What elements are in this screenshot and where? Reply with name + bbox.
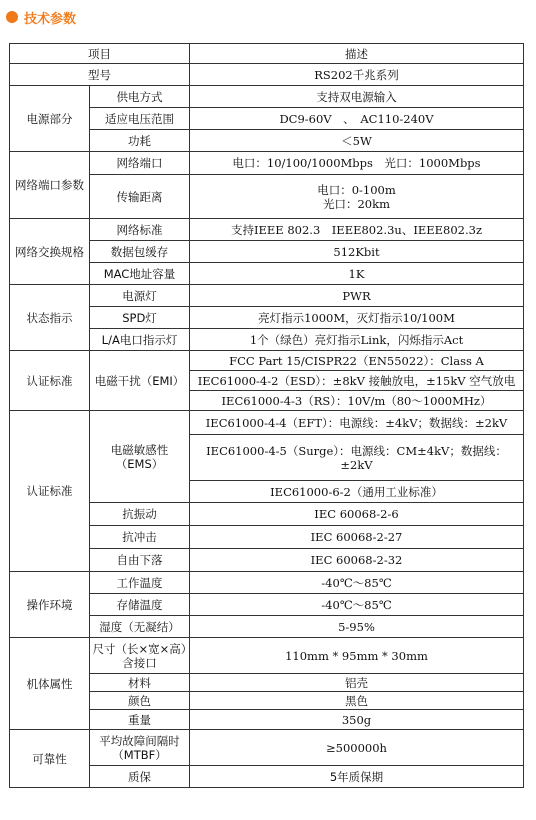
value-line: 电口：0-100m bbox=[317, 182, 396, 197]
row-value: 黑色 bbox=[190, 692, 524, 710]
row-value: IEC 60068-2-32 bbox=[190, 549, 524, 572]
table-row bbox=[10, 219, 524, 241]
row-value bbox=[190, 175, 524, 219]
table-row bbox=[10, 638, 524, 674]
model-value: RS202千兆系列 bbox=[190, 64, 524, 86]
emi-label: 电磁干扰（EMI） bbox=[90, 351, 190, 411]
row-label: 数据包缓存 bbox=[90, 241, 190, 263]
table-row bbox=[10, 152, 524, 175]
row-value: DC9-60V 、 AC110-240V bbox=[190, 108, 524, 130]
row-value: IEC61000-6-2（通用工业标准） bbox=[190, 481, 524, 503]
row-value: 5年质保期 bbox=[190, 766, 524, 788]
row-value: 5-95% bbox=[190, 616, 524, 638]
row-value: 支持双电源输入 bbox=[190, 86, 524, 108]
row-value: 电口：10/100/1000Mbps 光口：1000Mbps bbox=[190, 152, 524, 175]
row-value: 亮灯指示1000M，灭灯指示10/100M bbox=[190, 307, 524, 329]
row-value: IEC61000-4-2（ESD）：±8kV 接触放电，±15kV 空气放电 bbox=[190, 371, 524, 391]
row-label: 供电方式 bbox=[90, 86, 190, 108]
row-label: SPD灯 bbox=[90, 307, 190, 329]
row-value: ≥500000h bbox=[190, 730, 524, 766]
row-value: PWR bbox=[190, 285, 524, 307]
row-label: 颜色 bbox=[90, 692, 190, 710]
header-item: 项目 bbox=[10, 44, 190, 64]
row-label: 质保 bbox=[90, 766, 190, 788]
row-label: 重量 bbox=[90, 710, 190, 730]
group-certification-emi: 认证标准 bbox=[10, 351, 90, 411]
row-value: IEC61000-4-3（RS）：10V/m（80～1000MHz） bbox=[190, 391, 524, 411]
value-line: 光口：20km bbox=[322, 196, 390, 211]
row-label: 传输距离 bbox=[90, 175, 190, 219]
row-value: 1K bbox=[190, 263, 524, 285]
row-label: 电源灯 bbox=[90, 285, 190, 307]
table-row bbox=[10, 64, 524, 86]
row-value: 350g bbox=[190, 710, 524, 730]
row-label: 存储温度 bbox=[90, 594, 190, 616]
row-label: 功耗 bbox=[90, 130, 190, 152]
spec-table bbox=[9, 43, 524, 788]
row-value: IEC 60068-2-6 bbox=[190, 503, 524, 526]
row-label: 网络标准 bbox=[90, 219, 190, 241]
group-environment: 操作环境 bbox=[10, 572, 90, 638]
row-label: 工作温度 bbox=[90, 572, 190, 594]
row-label: 抗冲击 bbox=[90, 526, 190, 549]
row-value: IEC61000-4-4（EFT）：电源线：±4kV；数据线：±2kV bbox=[190, 411, 524, 435]
group-status: 状态指示 bbox=[10, 285, 90, 351]
row-label: 尺寸（长×宽×高）含接口 bbox=[90, 638, 190, 674]
row-label: 适应电压范围 bbox=[90, 108, 190, 130]
section-title: 技术参数 bbox=[24, 11, 77, 27]
row-label: 湿度（无凝结） bbox=[90, 616, 190, 638]
group-body: 机体属性 bbox=[10, 638, 90, 730]
row-label: 抗振动 bbox=[90, 503, 190, 526]
group-network-port: 网络端口参数 bbox=[10, 152, 90, 219]
header-desc: 描述 bbox=[190, 44, 524, 64]
row-label: 材料 bbox=[90, 674, 190, 692]
bullet-dot-icon bbox=[6, 11, 18, 23]
row-value: ＜5W bbox=[190, 130, 524, 152]
section-header bbox=[6, 7, 76, 27]
row-label: 平均故障间隔时（MTBF） bbox=[90, 730, 190, 766]
row-value: -40℃～85℃ bbox=[190, 572, 524, 594]
model-label: 型号 bbox=[10, 64, 190, 86]
row-value: 1个（绿色）亮灯指示Link，闪烁指示Act bbox=[190, 329, 524, 351]
ems-label: 电磁敏感性（EMS） bbox=[90, 411, 190, 503]
group-switching: 网络交换规格 bbox=[10, 219, 90, 285]
row-value: 110mm * 95mm * 30mm bbox=[190, 638, 524, 674]
row-value: 512Kbit bbox=[190, 241, 524, 263]
group-power: 电源部分 bbox=[10, 86, 90, 152]
row-value: 支持IEEE 802.3 IEEE802.3u、IEEE802.3z bbox=[190, 219, 524, 241]
group-reliability: 可靠性 bbox=[10, 730, 90, 788]
table-row bbox=[10, 86, 524, 108]
table-row bbox=[10, 411, 524, 435]
row-label: 自由下落 bbox=[90, 549, 190, 572]
table-row bbox=[10, 572, 524, 594]
table-row bbox=[10, 285, 524, 307]
row-label: MAC地址容量 bbox=[90, 263, 190, 285]
row-value: FCC Part 15/CISPR22（EN55022）：Class A bbox=[190, 351, 524, 371]
table-header-row bbox=[10, 44, 524, 64]
row-value: 铝壳 bbox=[190, 674, 524, 692]
row-label: L/A电口指示灯 bbox=[90, 329, 190, 351]
row-value: -40℃～85℃ bbox=[190, 594, 524, 616]
row-label: 网络端口 bbox=[90, 152, 190, 175]
table-row bbox=[10, 351, 524, 371]
table-row bbox=[10, 730, 524, 766]
row-value: IEC61000-4-5（Surge）：电源线：CM±4kV；数据线：±2kV bbox=[190, 435, 524, 481]
group-certification-ems: 认证标准 bbox=[10, 411, 90, 572]
row-value: IEC 60068-2-27 bbox=[190, 526, 524, 549]
